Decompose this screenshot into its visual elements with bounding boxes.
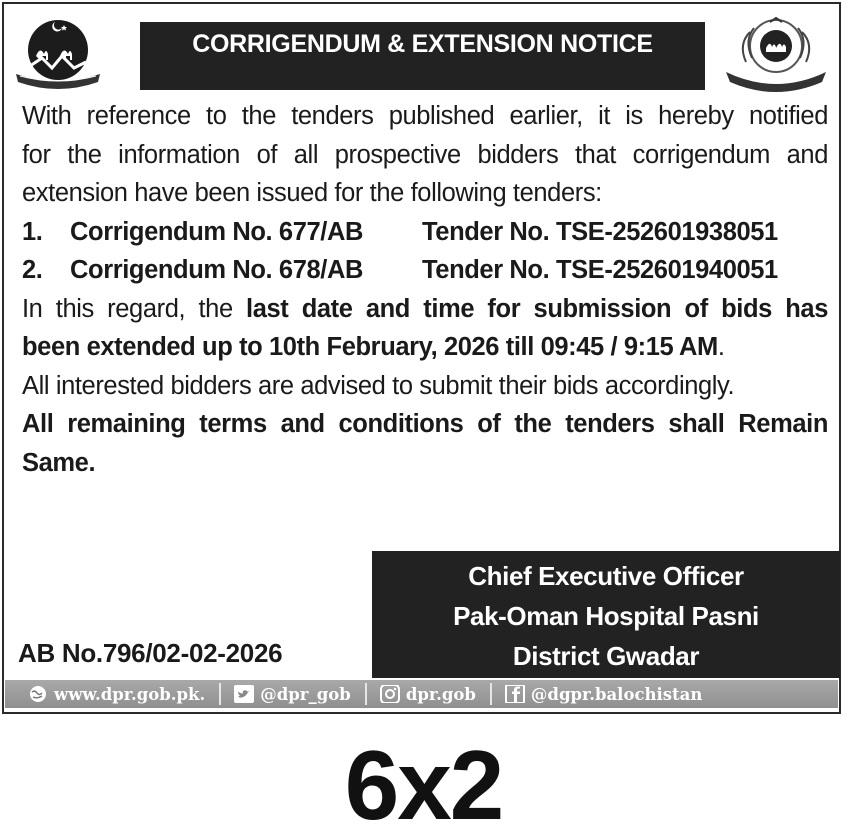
intro-line-3: extension have been issued for the following tenders:: [22, 179, 602, 207]
intro-line-1: With reference to the tenders published earlier, it is hereby notified: [22, 102, 828, 130]
remaining-line-2: Same.: [22, 448, 96, 477]
corrigendum-number: Corrigendum No. 677/AB: [70, 217, 363, 246]
list-item: [22, 251, 828, 290]
regard-suffix: .: [717, 333, 725, 361]
facebook-icon: [504, 685, 526, 703]
notice-body: [22, 97, 828, 482]
footer-facebook[interactable]: [504, 685, 702, 704]
tender-number: Tender No. TSE-252601938051: [422, 217, 778, 246]
footer-twitter[interactable]: [233, 685, 351, 704]
facebook-handle: @dgpr.balochistan: [530, 684, 703, 704]
twitter-icon: [233, 685, 255, 703]
signature-title: Chief Executive Officer: [468, 561, 744, 591]
list-item-number: 1.: [22, 217, 43, 246]
footer-divider: [365, 683, 367, 705]
notice-title-bar: [140, 22, 705, 90]
ab-number: AB No.796/02-02-2026: [18, 638, 283, 668]
footer-website[interactable]: [27, 685, 205, 704]
regard-prefix: In this regard, the: [22, 294, 247, 323]
footer-divider: [490, 683, 492, 705]
regard-line-1: [22, 290, 828, 329]
instagram-handle: dpr.gob: [405, 684, 476, 704]
twitter-handle: @dpr_gob: [260, 684, 351, 704]
globe-icon: [27, 685, 49, 703]
corrigendum-number: Corrigendum No. 678/AB: [70, 256, 363, 284]
advise-line: All interested bidders are advised to submit their bids accordingly.: [22, 371, 735, 400]
deadline-text-2: been extended up to 10th February, 2026 till 09:45 / 9:15 AM: [22, 333, 718, 361]
list-item: [22, 213, 828, 252]
ad-size-label: 6x2: [344, 730, 503, 840]
signature-block: [372, 551, 840, 678]
footer-divider: [219, 683, 221, 705]
regard-line-2: [22, 328, 828, 367]
instagram-icon: [379, 685, 401, 703]
dgpr-logo: [718, 16, 834, 92]
notice-title: CORRIGENDUM & EXTENSION NOTICE: [192, 30, 653, 58]
footer-instagram[interactable]: [379, 685, 476, 704]
website-link: www.dpr.gob.pk.: [54, 684, 206, 704]
intro-line-2: for the information of all prospective bidders that corrigendum and: [22, 140, 828, 169]
list-item-number: 2.: [22, 256, 43, 284]
signature-district: District Gwadar: [512, 641, 700, 671]
signature-organization: Pak-Oman Hospital Pasni: [453, 601, 759, 631]
remaining-line-1: All remaining terms and conditions of the tenders shall Remain: [22, 410, 828, 438]
deadline-text-1: last date and time for submission of bids has: [246, 294, 828, 323]
balochistan-emblem-logo: [12, 16, 104, 92]
tender-number: Tender No. TSE-252601940051: [422, 256, 778, 284]
footer-social-bar: [5, 680, 838, 708]
